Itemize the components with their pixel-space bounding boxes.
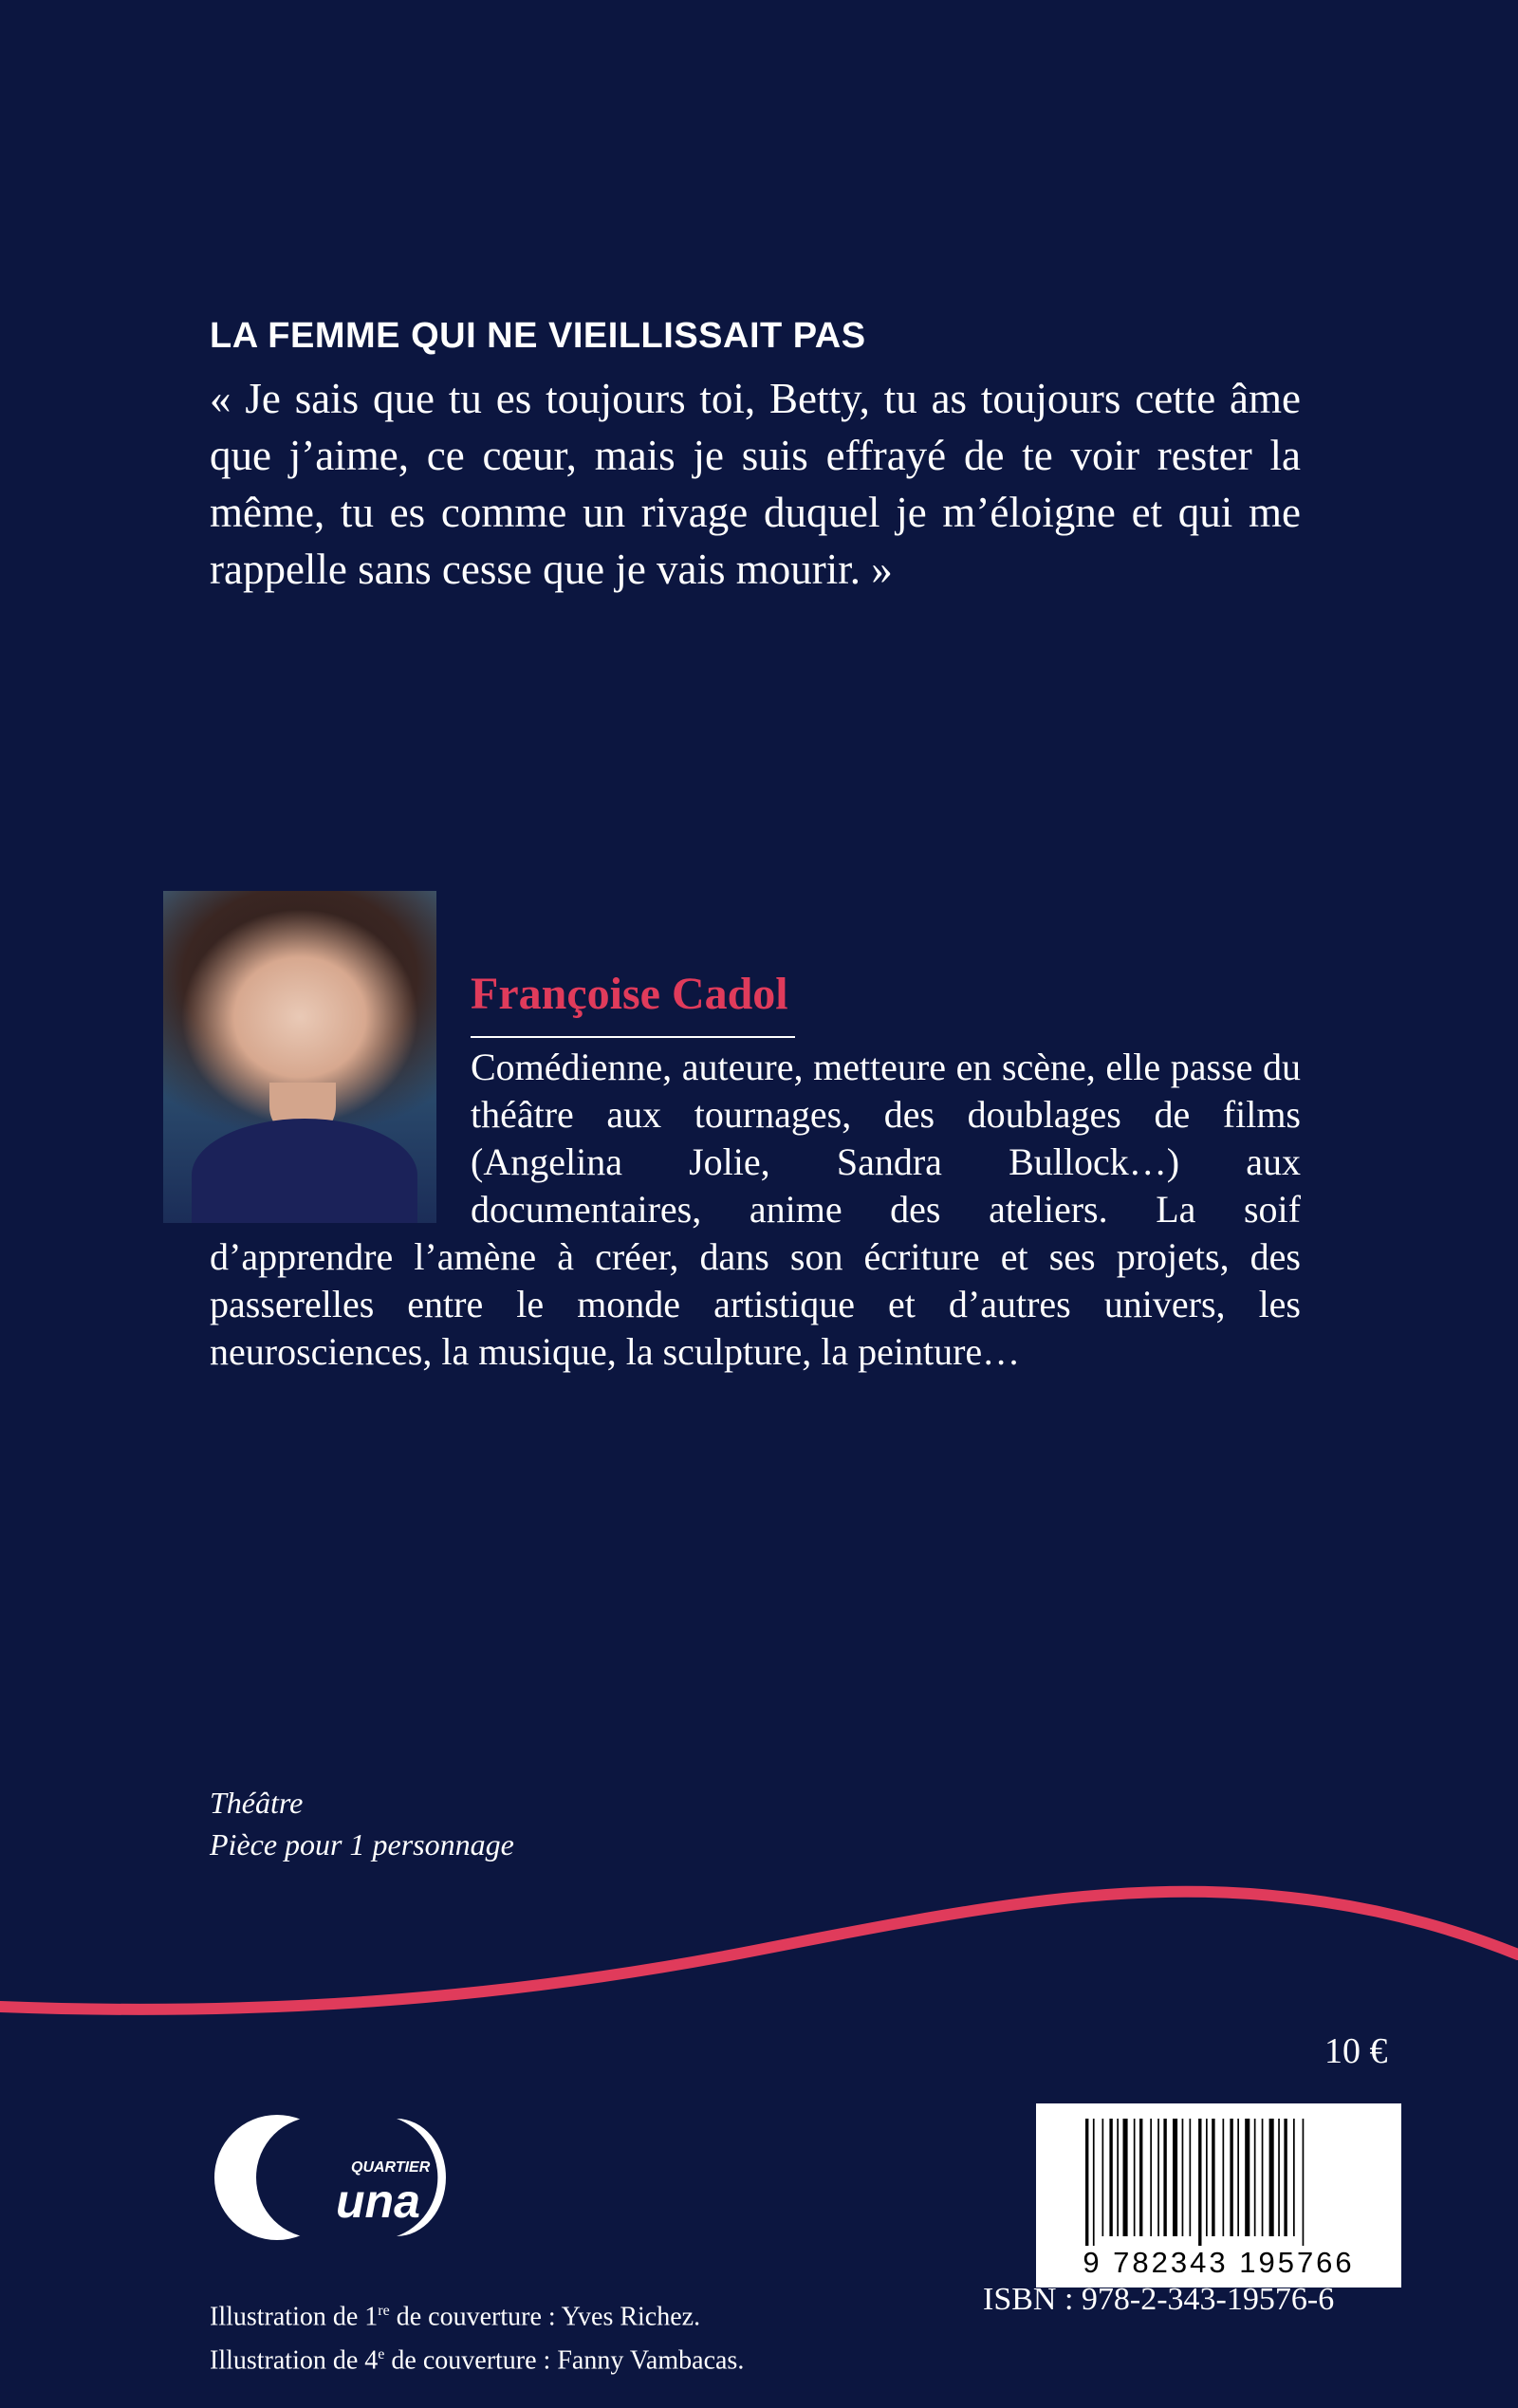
barcode-bar <box>1093 2119 1095 2246</box>
back-cover-quote: « Je sais que tu es toujours toi, Betty, tu as toujours cette âme que j’aime, ce cœur, mais je suis effrayé de te voir rester la même, tu es comme un rivage duquel je m’éloigne et qui me rappelle sans cesse que je vais mourir. » <box>210 375 1301 593</box>
barcode-bar <box>1123 2119 1128 2236</box>
genre-subtitle: Pièce pour 1 personnage <box>210 1827 514 1862</box>
barcode-bar <box>1139 2119 1142 2236</box>
barcode-bar <box>1117 2119 1119 2236</box>
barcode-bar <box>1262 2119 1264 2236</box>
barcode-bar <box>1293 2119 1295 2236</box>
illustration-credits <box>210 2292 744 2380</box>
genre-block <box>210 1782 514 1865</box>
credit-back-cover: Illustration de 4e de couverture : Fanny Vambacas. <box>210 2345 745 2376</box>
barcode-bar <box>1173 2119 1177 2236</box>
barcode-bar <box>1269 2119 1274 2236</box>
barcode-bar <box>1109 2119 1112 2236</box>
barcode-bar <box>1254 2119 1256 2236</box>
barcode-bar <box>1230 2119 1232 2236</box>
photo-wrap-spacer <box>210 1044 471 1233</box>
author-name-underline <box>471 1036 795 1038</box>
barcode-bar <box>1223 2119 1225 2236</box>
author-bio-text: Comédienne, auteure, metteure en scène, elle passe du théâtre aux tournages, des doublages de films (Angelina Jolie, Sandra Bullock…) aux documentaires, anime des ateliers. La soif d’apprendre l’amène à créer, dans son écriture et ses projets, des passerelles entre le monde artistique et d’autres univers, les neurosciences, la musique, la sculpture, la peinture… <box>210 1046 1301 1373</box>
barcode-bar <box>1134 2119 1136 2236</box>
barcode-bar <box>1284 2119 1287 2236</box>
logo-small-text: QUARTIER <box>351 2159 431 2176</box>
barcode-bar <box>1085 2119 1088 2246</box>
barcode-bar <box>1157 2119 1159 2236</box>
moon-left-icon <box>214 2115 340 2240</box>
barcode-bar <box>1303 2119 1305 2246</box>
isbn: ISBN : 978-2-343-19576-6 <box>983 2282 1335 2317</box>
credit-front-cover: Illustration de 1re de couverture : Yves Richez. <box>210 2302 701 2332</box>
barcode-bar <box>1102 2119 1104 2236</box>
barcode-bar <box>1150 2119 1152 2236</box>
publisher-logo <box>211 2111 486 2244</box>
barcode-bar <box>1237 2119 1239 2236</box>
barcode-bar <box>1190 2119 1192 2236</box>
barcode-bars <box>1036 2103 1401 2246</box>
barcode-bar <box>1182 2119 1184 2236</box>
author-bio <box>210 1044 1301 1376</box>
genre-label: Théâtre <box>210 1786 304 1820</box>
barcode-bar <box>1163 2119 1166 2236</box>
barcode-bar <box>1245 2119 1250 2236</box>
barcode-bar <box>1212 2119 1214 2236</box>
barcode-bar <box>1278 2119 1280 2236</box>
barcode-bar <box>1206 2119 1208 2236</box>
barcode-digits: 9 782343 195766 <box>1083 2246 1355 2279</box>
logo-big-text: una <box>336 2175 420 2228</box>
red-wave-decoration <box>0 1860 1518 2021</box>
barcode <box>1036 2103 1401 2288</box>
price: 10 € <box>1324 2031 1388 2071</box>
book-title: LA FEMME QUI NE VIEILLISSAIT PAS <box>210 316 866 356</box>
author-name: Françoise Cadol <box>471 969 788 1019</box>
barcode-bar <box>1198 2119 1201 2246</box>
